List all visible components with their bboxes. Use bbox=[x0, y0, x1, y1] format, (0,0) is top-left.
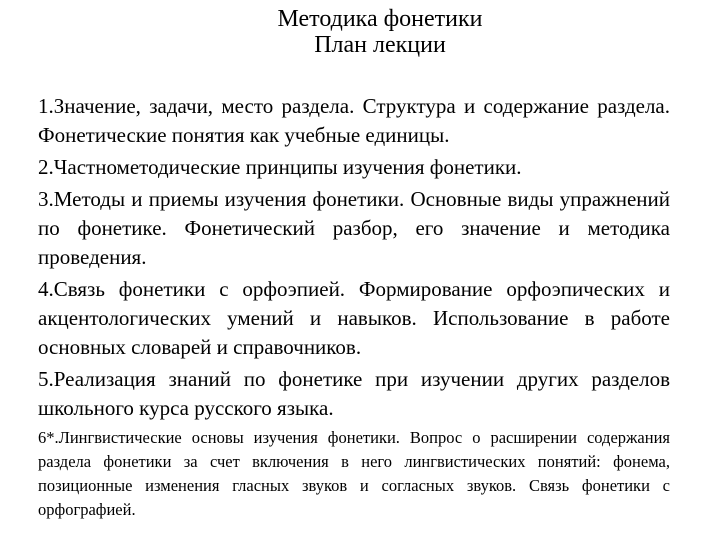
lecture-plan-title: План лекции bbox=[314, 32, 446, 58]
lecture-plan-list bbox=[38, 92, 670, 525]
course-title: Методика фонетики bbox=[277, 6, 483, 32]
plan-item-6: 6*.Лингвистические основы изучения фонетики. Вопрос о расширении содержания раздела фонетики за счет включения в него лингвистических понятий: фонема, позиционные изменения гласных звуков и согласных звуков. Связь фонетики с орфографией. bbox=[38, 428, 670, 519]
slide-title bbox=[0, 6, 720, 58]
plan-item-4: 4.Связь фонетики с орфоэпией. Формирование орфоэпических и акцентологических умений и навыков. Использование в работе основных словарей и справочников. bbox=[38, 277, 670, 359]
plan-item-2: 2.Частнометодические принципы изучения фонетики. bbox=[38, 155, 522, 179]
plan-item-3: 3.Методы и приемы изучения фонетики. Основные виды упражнений по фонетике. Фонетический разбор, его значение и методика проведения. bbox=[38, 187, 670, 269]
plan-item-5: 5.Реализация знаний по фонетике при изучении других разделов школьного курса русского языка. bbox=[38, 367, 670, 420]
plan-item-1: 1.Значение, задачи, место раздела. Структура и содержание раздела. Фонетические понятия как учебные единицы. bbox=[38, 94, 670, 147]
